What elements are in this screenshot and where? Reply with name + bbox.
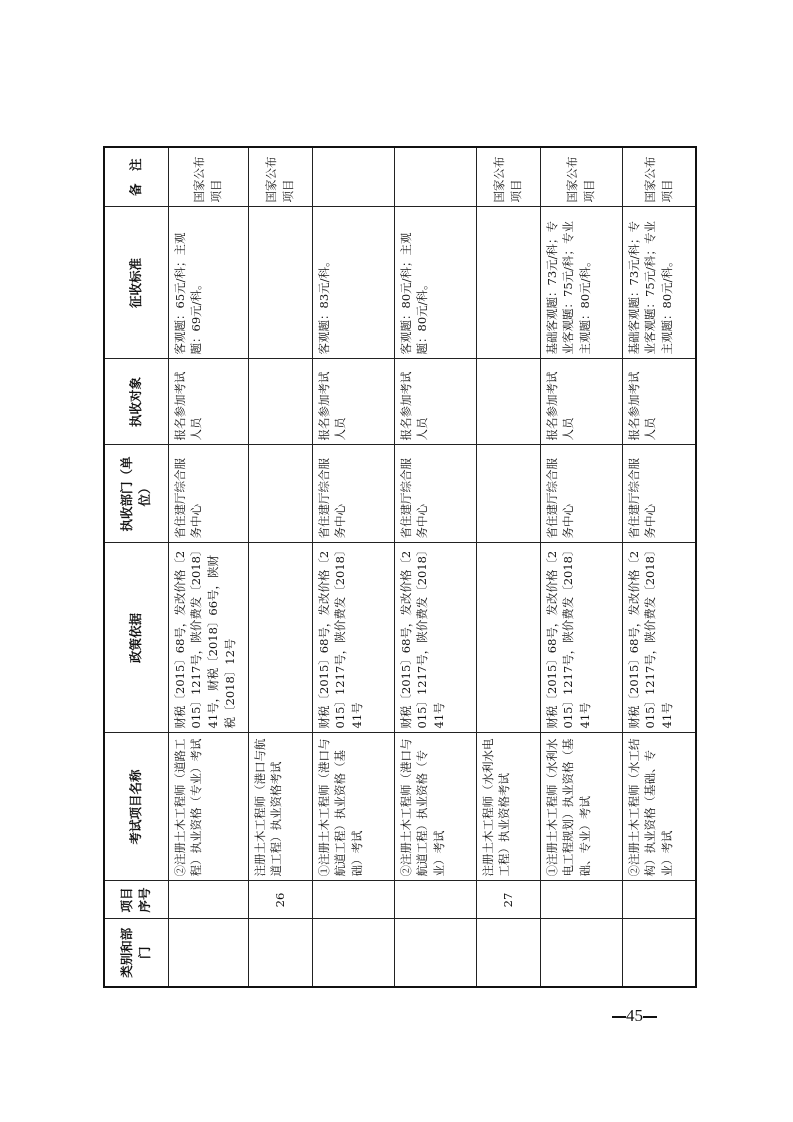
header-note: 备 注 bbox=[104, 147, 168, 207]
cell-seq bbox=[394, 881, 476, 919]
cell-category bbox=[168, 919, 248, 987]
cell-standard: 客观题：83元/科。 bbox=[312, 207, 394, 359]
header-target: 执收对象 bbox=[104, 359, 168, 445]
table-row bbox=[394, 147, 476, 987]
table-row bbox=[476, 147, 540, 987]
table-row bbox=[540, 147, 622, 987]
header-exam-name: 考试项目名称 bbox=[104, 733, 168, 881]
cell-seq: 27 bbox=[476, 881, 540, 919]
cell-seq bbox=[168, 881, 248, 919]
cell-standard: 基础客观题：73元/科；专业客观题：75元/科；专业主观题：80元/科。 bbox=[622, 207, 696, 359]
cell-dept: 省住建厅综合服务中心 bbox=[312, 445, 394, 543]
header-policy: 政策依据 bbox=[104, 543, 168, 733]
table-header-row bbox=[104, 147, 168, 987]
cell-exam-name: 注册土木工程师（水利水电工程）执业资格考试 bbox=[476, 733, 540, 881]
page-number-dash bbox=[612, 1016, 626, 1018]
cell-note: 国家公布项目 bbox=[476, 147, 540, 207]
cell-target: 报名参加考试人员 bbox=[312, 359, 394, 445]
cell-target bbox=[476, 359, 540, 445]
table-row bbox=[622, 147, 696, 987]
cell-category bbox=[540, 919, 622, 987]
cell-policy bbox=[476, 543, 540, 733]
cell-exam-name: ②注册土木工程师（水工结构）执业资格（基础、专业）考试 bbox=[622, 733, 696, 881]
cell-category bbox=[622, 919, 696, 987]
cell-exam-name: ②注册土木工程师（道路工程）执业资格（专业）考试 bbox=[168, 733, 248, 881]
cell-note: 国家公布项目 bbox=[168, 147, 248, 207]
cell-policy: 财税〔2015〕68号，发改价格〔2015〕1217号，陕价费发〔2018〕41号 bbox=[540, 543, 622, 733]
cell-exam-name: ①注册土木工程师（港口与航道工程）执业资格（基础）考试 bbox=[312, 733, 394, 881]
cell-policy bbox=[248, 543, 312, 733]
cell-seq: 26 bbox=[248, 881, 312, 919]
cell-seq bbox=[540, 881, 622, 919]
cell-exam-name: ①注册土木工程师（水利水电工程规划）执业资格（基础、专业）考试 bbox=[540, 733, 622, 881]
table-row bbox=[168, 147, 248, 987]
cell-standard: 客观题：65元/科；主观题：69元/科。 bbox=[168, 207, 248, 359]
cell-category bbox=[394, 919, 476, 987]
cell-standard bbox=[476, 207, 540, 359]
cell-note: 国家公布项目 bbox=[540, 147, 622, 207]
cell-policy: 财税〔2015〕68号，发改价格〔2015〕1217号，陕价费发〔2018〕41号 bbox=[312, 543, 394, 733]
cell-dept: 省住建厅综合服务中心 bbox=[394, 445, 476, 543]
cell-category bbox=[312, 919, 394, 987]
cell-note bbox=[312, 147, 394, 207]
cell-note: 国家公布项目 bbox=[622, 147, 696, 207]
page-number bbox=[612, 1006, 657, 1026]
cell-standard bbox=[248, 207, 312, 359]
cell-note: 国家公布项目 bbox=[248, 147, 312, 207]
cell-standard: 基础客观题：73元/科；专业客观题：75元/科；专业主观题：80元/科。 bbox=[540, 207, 622, 359]
header-standard: 征收标准 bbox=[104, 207, 168, 359]
cell-policy: 财税〔2015〕68号，发改价格〔2015〕1217号，陕价费发〔2018〕41号 bbox=[394, 543, 476, 733]
page-number-dash bbox=[643, 1016, 657, 1018]
cell-target: 报名参加考试人员 bbox=[540, 359, 622, 445]
page-number-value: 45 bbox=[626, 1006, 643, 1025]
rotated-page-content bbox=[103, 148, 695, 988]
cell-target: 报名参加考试人员 bbox=[168, 359, 248, 445]
cell-dept: 省住建厅综合服务中心 bbox=[622, 445, 696, 543]
table-row bbox=[248, 147, 312, 987]
fee-table bbox=[103, 146, 697, 988]
cell-target bbox=[248, 359, 312, 445]
cell-policy: 财税〔2015〕68号，发改价格〔2015〕1217号，陕价费发〔2018〕41号，财税〔2018〕66号，陕财税〔2018〕12号 bbox=[168, 543, 248, 733]
cell-standard: 客观题：80元/科；主观题：80元/科。 bbox=[394, 207, 476, 359]
cell-dept: 省住建厅综合服务中心 bbox=[540, 445, 622, 543]
cell-dept: 省住建厅综合服务中心 bbox=[168, 445, 248, 543]
header-dept: 执收部门（单位） bbox=[104, 445, 168, 543]
cell-seq bbox=[312, 881, 394, 919]
cell-dept bbox=[476, 445, 540, 543]
cell-category bbox=[476, 919, 540, 987]
cell-category bbox=[248, 919, 312, 987]
cell-exam-name: ②注册土木工程师（港口与航道工程）执业资格（专业）考试 bbox=[394, 733, 476, 881]
cell-exam-name: 注册土木工程师（港口与航道工程）执业资格考试 bbox=[248, 733, 312, 881]
cell-dept bbox=[248, 445, 312, 543]
cell-note bbox=[394, 147, 476, 207]
table-row bbox=[312, 147, 394, 987]
cell-seq bbox=[622, 881, 696, 919]
header-seq: 项目序号 bbox=[104, 881, 168, 919]
header-category: 类别和部门 bbox=[104, 919, 168, 987]
cell-policy: 财税〔2015〕68号，发改价格〔2015〕1217号，陕价费发〔2018〕41号 bbox=[622, 543, 696, 733]
cell-target: 报名参加考试人员 bbox=[394, 359, 476, 445]
cell-target: 报名参加考试人员 bbox=[622, 359, 696, 445]
